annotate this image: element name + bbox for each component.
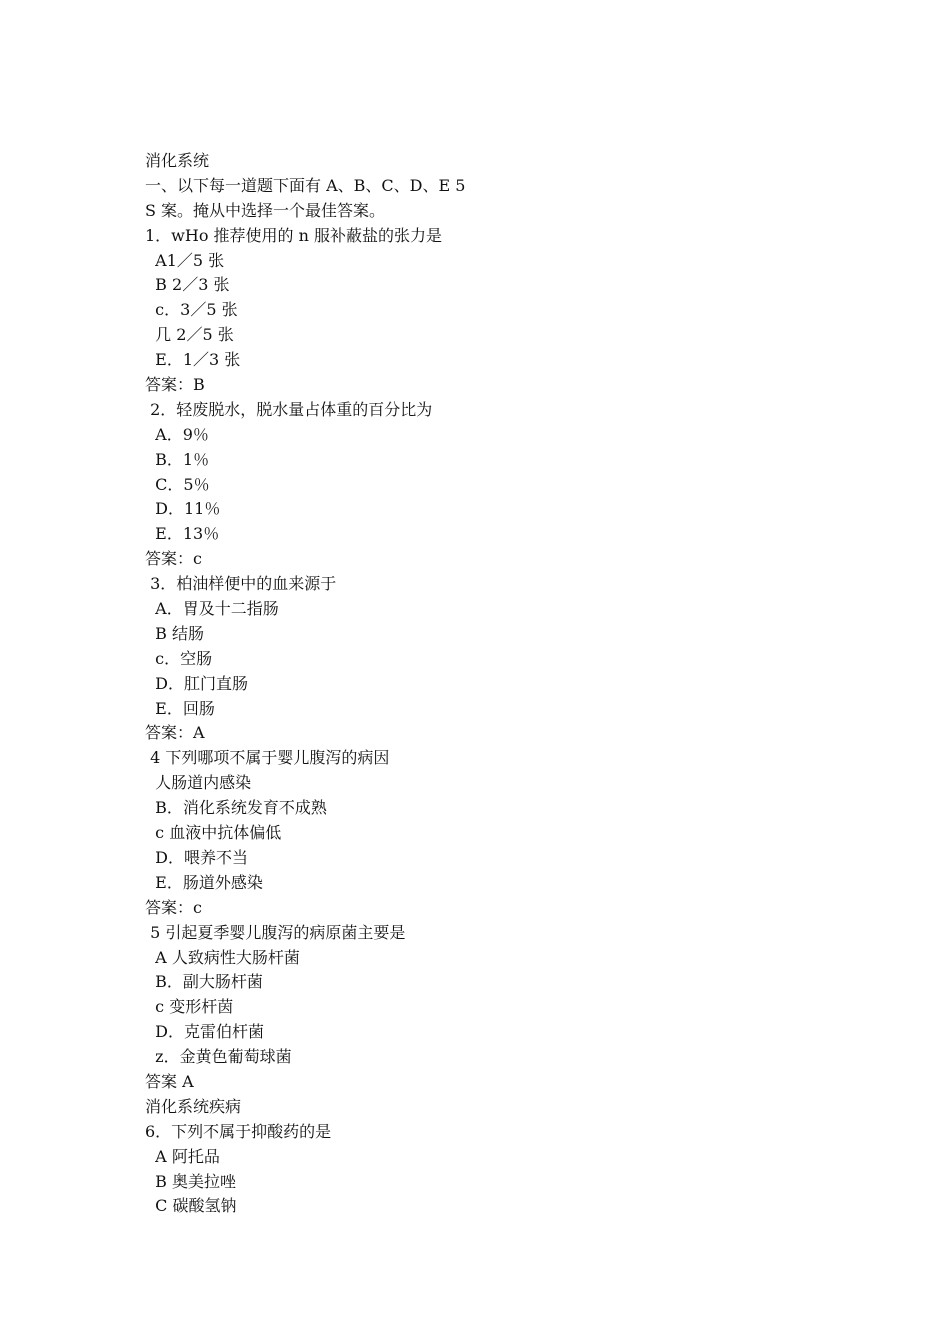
option-line: B．消化系统发育不成熟 (145, 798, 327, 818)
option-line: A 人致病性大肠杆菌 (145, 947, 300, 967)
option-line: B 结肠 (145, 623, 205, 643)
option-line: E．1／3 张 (145, 350, 241, 370)
question-4: 4 下列哪项不属于婴儿腹泻的病因 (145, 748, 390, 768)
instruction-line-2: S 案。掩从中选择一个最佳答案。 (145, 200, 386, 220)
answer-line: 答案：c (145, 549, 202, 569)
option-line: B．副大肠杆菌 (145, 972, 263, 992)
option-line: D．11％ (145, 499, 221, 519)
option-line: c．3／5 张 (145, 300, 238, 320)
section-subtitle: 消化系统疾病 (145, 1096, 242, 1116)
document-body (145, 149, 845, 1219)
question-3: 3．柏油样便中的血来源于 (145, 574, 337, 594)
answer-line: 答案：c (145, 897, 202, 917)
instruction-line-1: 一、以下每一道题下面有 A、B、C、D、E 5 (145, 175, 466, 195)
option-line: D．肛门直肠 (145, 673, 249, 693)
option-line: C 碳酸氢钠 (145, 1196, 237, 1216)
option-line: A 阿托品 (145, 1146, 220, 1166)
option-line: B 奥美拉唑 (145, 1171, 237, 1191)
answer-line: 答案：A (145, 723, 205, 743)
option-line: D．喂养不当 (145, 847, 249, 867)
option-line: A1／5 张 (145, 250, 225, 270)
section-title: 消化系统 (145, 151, 210, 170)
option-line: 人肠道内感染 (145, 773, 252, 793)
option-line: 几 2／5 张 (145, 325, 234, 345)
option-line: E．13％ (145, 524, 220, 544)
option-line: E．肠道外感染 (145, 872, 263, 892)
option-line: B．1％ (145, 449, 210, 469)
option-line: A．9％ (145, 424, 209, 444)
question-5: 5 引起夏季婴儿腹泻的病原菌主要是 (145, 922, 406, 942)
option-line: z．金黄色葡萄球菌 (145, 1047, 292, 1067)
option-line: A．胃及十二指肠 (145, 599, 279, 619)
option-line: C．5％ (145, 474, 210, 494)
option-line: D．克雷伯杆菌 (145, 1022, 265, 1042)
answer-line: 答案 A (145, 1071, 194, 1091)
question-1: 1．wHo 推荐使用的 n 服补蔽盐的张力是 (145, 225, 443, 245)
question-2: 2．轻废脱水，脱水量占体重的百分比为 (145, 399, 433, 419)
option-line: B 2／3 张 (145, 275, 230, 295)
option-line: c 血液中抗体偏低 (145, 823, 282, 843)
answer-line: 答案：B (145, 375, 205, 395)
option-line: c．空肠 (145, 648, 213, 668)
question-6: 6．下列不属于抑酸药的是 (145, 1121, 332, 1141)
option-line: c 变形杆茵 (145, 997, 234, 1017)
option-line: E．回肠 (145, 698, 215, 718)
